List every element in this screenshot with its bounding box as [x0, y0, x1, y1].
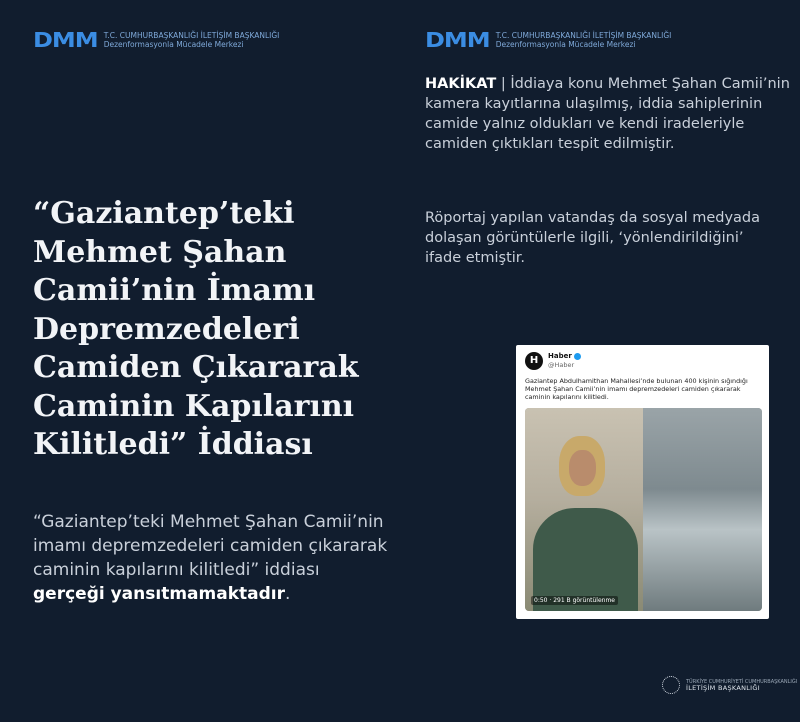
verified-badge-icon — [574, 353, 581, 360]
dmm-logo-left — [33, 30, 279, 50]
fact-paragraph-1 — [425, 74, 790, 154]
tweet-avatar: H — [525, 352, 543, 370]
dmm-logo-mark: DMM — [425, 28, 490, 52]
tweet-video — [525, 408, 762, 611]
video-panel-right — [643, 408, 762, 611]
person-face — [569, 450, 596, 486]
dmm-logo-line1: T.C. CUMHURBAŞKANLIĞI İLETİŞİM BAŞKANLIĞI — [495, 31, 672, 40]
dmm-logo-line2: Dezenformasyonla Mücadele Merkezi — [103, 40, 244, 49]
dmm-logo-line1: T.C. CUMHURBAŞKANLIĞI İLETİŞİM BAŞKANLIĞI — [103, 31, 280, 40]
dmm-logo-right — [425, 30, 671, 50]
fact-label: HAKİKAT — [425, 76, 497, 92]
tweet-name: Haber — [548, 352, 572, 360]
video-info: 0:50 · 291 B görüntülenme — [531, 596, 618, 605]
footer-small: TÜRKİYE CUMHURİYETİ CUMHURBAŞKANLIĞI — [686, 679, 798, 685]
emblem-icon — [662, 676, 680, 694]
fact-text-1: İddiaya konu Mehmet Şahan Camii’nin kamera kayıtlarına ulaşılmış, iddia sahiplerinin camide yalnız oldukları ve kendi iradeleriyle camiden çıktıkları tespit edilmiştir. — [425, 76, 790, 152]
dmm-logo-text — [496, 31, 672, 49]
tweet-handle: @Haber — [548, 361, 575, 369]
dmm-logo-mark: DMM — [33, 28, 98, 52]
verdict-text — [33, 510, 393, 606]
tweet-card — [516, 345, 769, 619]
footer-big: İLETİŞİM BAŞKANLIĞI — [686, 684, 760, 692]
tweet-name-row — [548, 352, 581, 360]
footer-text — [686, 679, 797, 691]
claim-title: “Gaziantep’teki Mehmet Şahan Camii’nin İmamı Depremzedeleri Camiden Çıkararak Caminin Kapılarını Kilitledi” İddiası — [33, 196, 359, 462]
dmm-logo-line2: Dezenformasyonla Mücadele Merkezi — [495, 40, 636, 49]
fact-separator: | — [496, 76, 511, 92]
footer-logo — [662, 676, 797, 694]
verdict-body: “Gaziantep’teki Mehmet Şahan Camii’nin imamı depremzedeleri camiden çıkararak caminin kapılarını kilitledi” iddiası — [33, 512, 388, 580]
fact-paragraph-2: Röportaj yapılan vatandaş da sosyal medyada dolaşan görüntülerle ilgili, ‘yönlendirildiğini’ ifade etmiştir. — [425, 210, 761, 266]
verdict-emphasis: gerçeği yansıtmamaktadır — [33, 584, 285, 604]
tweet-text: Gaziantep Abdulhamithan Mahallesi’nde bulunan 400 kişinin sığındığı Mehmet Şahan Camii’nin imamı depremzedeleri camiden çıkararak caminin kapılarını kilitledi. — [525, 377, 748, 401]
verdict-end: . — [285, 584, 291, 604]
dmm-logo-text — [104, 31, 280, 49]
